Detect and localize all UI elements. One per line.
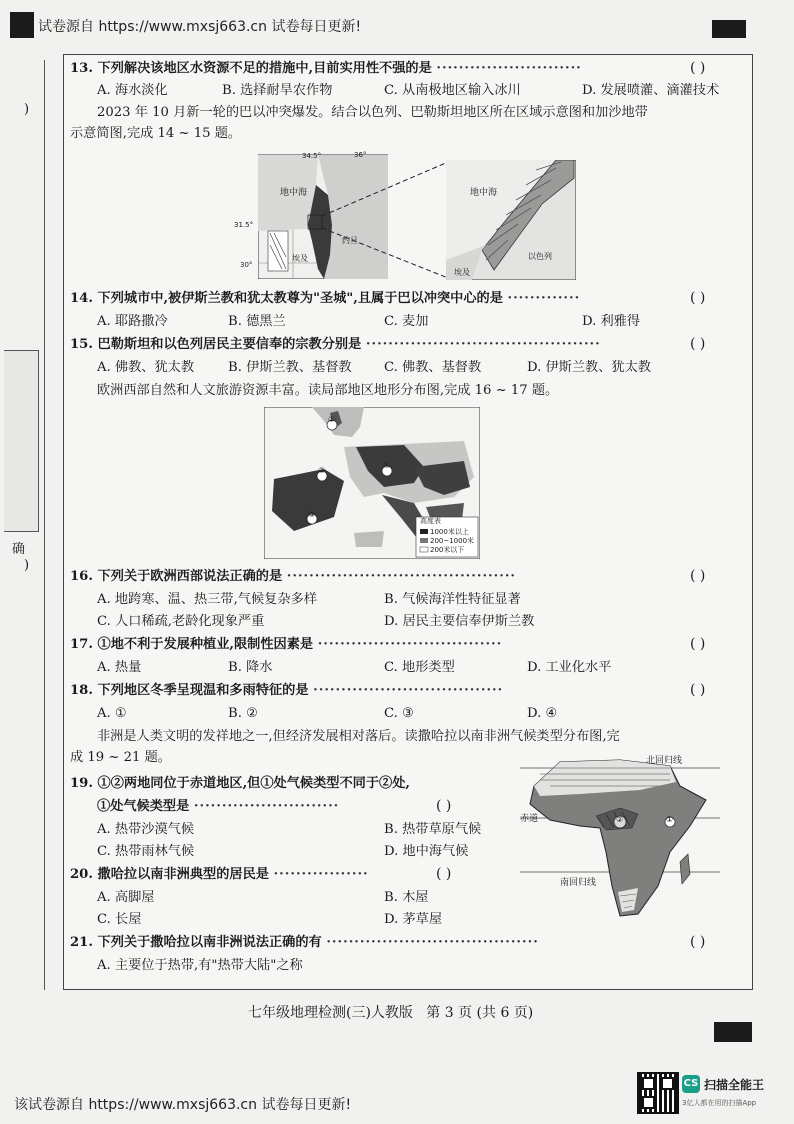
q19-option-c: C. 热带雨林气候 (97, 844, 195, 859)
legend-item-2: 200~1000米 (430, 537, 475, 545)
q14-option-c: C. 麦加 (384, 314, 429, 329)
side-strip-box (4, 350, 39, 532)
intro-14-line1: 2023 年 10 月新一轮的巴以冲突爆发。结合以色列、巴勒斯坦地区所在区域示意图和加沙地带 (97, 105, 648, 120)
tropic-north-label: 北回归线 (646, 756, 683, 766)
map2-marker-2: ② (318, 466, 326, 475)
q18-paren: ( ) (690, 682, 706, 698)
q13-paren: ( ) (690, 60, 706, 76)
q16-paren: ( ) (690, 568, 706, 584)
q13-option-b: B. 选择耐旱农作物 (222, 83, 333, 98)
q15-stem: 15. 巴勒斯坦和以色列居民主要信奉的宗教分别是 ·········································· (70, 337, 601, 352)
map2-marker-3: ③ (308, 510, 316, 519)
legend-item-1: 1000米以上 (430, 528, 469, 536)
q16-option-d: D. 居民主要信奉伊斯兰教 (384, 614, 535, 629)
q19-option-a: A. 热带沙漠气候 (97, 822, 195, 837)
side-paren-1: ) (24, 102, 30, 117)
map1-lon-36: 36° (354, 151, 367, 159)
q15-option-a: A. 佛教、犹太教 (97, 360, 195, 375)
q21-paren: ( ) (690, 934, 706, 950)
q20-option-d: D. 茅草屋 (384, 912, 443, 927)
equator-label: 赤道 (520, 814, 539, 824)
intro-16: 欧洲西部自然和人文旅游资源丰富。读局部地区地形分布图,完成 16 ~ 17 题。 (97, 383, 559, 398)
corner-mark-top-left (10, 12, 34, 38)
q15-option-b: B. 伊斯兰教、基督教 (228, 360, 352, 375)
map3-marker-2: ② (616, 815, 624, 824)
inset-egypt-label: 埃及 (454, 268, 470, 277)
q18-option-a: A. ① (97, 706, 127, 721)
q18-option-d: D. ④ (527, 706, 558, 721)
q20-option-b: B. 木屋 (384, 890, 429, 905)
q16-option-c: C. 人口稀疏,老龄化现象严重 (97, 614, 265, 629)
map1-egypt-label: 埃及 (292, 254, 308, 263)
q19-stem-line2: ①处气候类型是 ·························· (97, 799, 340, 814)
q13-option-d: D. 发展喷灌、滴灌技术 (582, 83, 720, 98)
q13-option-a: A. 海水淡化 (97, 83, 168, 98)
map1-lat-30: 30° (240, 261, 253, 269)
map2-marker-1: ① (328, 415, 336, 424)
q17-option-b: B. 降水 (228, 660, 273, 675)
q16-option-a: A. 地跨寒、温、热三带,气候复杂多样 (97, 592, 317, 607)
map1-jordan-label: 约旦 (342, 236, 358, 245)
q17-option-d: D. 工业化水平 (527, 660, 612, 675)
q13-option-c: C. 从南极地区输入冰川 (384, 83, 521, 98)
q17-option-c: C. 地形类型 (384, 660, 455, 675)
q21-stem: 21. 下列关于撒哈拉以南非洲说法正确的有 ······································ (70, 935, 539, 950)
qr-code (637, 1072, 679, 1114)
legend-item-3: 200米以下 (430, 546, 465, 554)
q13-stem: 13. 下列解决该地区水资源不足的措施中,目前实用性不强的是 ·························· (70, 61, 582, 76)
map1-lat-31-5: 31.5° (234, 221, 254, 229)
map1-lon-34-5: 34.5° (302, 152, 322, 160)
q15-option-d: D. 伊斯兰教、犹太教 (527, 360, 651, 375)
intro-19-line1: 非洲是人类文明的发祥地之一,但经济发展相对落后。读撒哈拉以南非洲气候类型分布图,完 (97, 729, 620, 744)
q17-stem: 17. ①地不利于发展种植业,限制性因素是 ································· (70, 637, 503, 652)
inset-sea-label: 地中海 (470, 188, 498, 198)
q18-stem: 18. 下列地区冬季呈现温和多雨特征的是 ·································· (70, 683, 504, 698)
q20-stem: 20. 撒哈拉以南非洲典型的居民是 ················· (70, 867, 369, 882)
scanner-logo-icon: CS (682, 1075, 700, 1093)
gaza-inset-map (446, 160, 576, 280)
legend-title: 高度表 (420, 517, 441, 525)
map2-marker-4: ④ (383, 461, 391, 470)
q20-option-a: A. 高脚屋 (97, 890, 155, 905)
tropic-south-label: 南回归线 (560, 878, 597, 888)
africa-climate-map (520, 756, 720, 922)
q18-option-c: C. ③ (384, 706, 414, 721)
q17-paren: ( ) (690, 636, 706, 652)
q20-option-c: C. 长屋 (97, 912, 142, 927)
q15-paren: ( ) (690, 336, 706, 352)
q19-option-b: B. 热带草原气候 (384, 822, 482, 837)
intro-14-line2: 示意简图,完成 14 ~ 15 题。 (70, 126, 242, 141)
q14-paren: ( ) (690, 290, 706, 306)
scanner-app-name: 扫描全能王 (704, 1078, 765, 1092)
q21-option-a: A. 主要位于热带,有"热带大陆"之称 (97, 958, 303, 973)
q19-stem-line1: 19. ①②两地同位于赤道地区,但①处气候类型不同于②处, (70, 776, 411, 791)
scanner-tagline: 3亿人都在用的扫描App (682, 1099, 757, 1107)
corner-mark-top-right (712, 20, 746, 38)
left-margin-line (44, 60, 45, 990)
map1-sea-label: 地中海 (280, 188, 308, 198)
q15-option-c: C. 佛教、基督教 (384, 360, 482, 375)
q17-option-a: A. 热量 (97, 660, 142, 675)
side-char: 确 (12, 542, 26, 557)
bottom-watermark: 该试卷源自 https://www.mxsj663.cn 试卷每日更新! (14, 1097, 352, 1113)
q19-option-d: D. 地中海气候 (384, 844, 469, 859)
side-paren-2: ) (24, 558, 30, 573)
q14-stem: 14. 下列城市中,被伊斯兰教和犹太教尊为"圣城",且属于巴以冲突中心的是 ············· (70, 291, 581, 306)
q16-stem: 16. 下列关于欧洲西部说法正确的是 ········································· (70, 569, 517, 584)
q20-paren: ( ) (436, 866, 452, 882)
top-watermark: 试卷源自 https://www.mxsj663.cn 试卷每日更新! (38, 19, 362, 35)
inset-israel-label: 以色列 (528, 252, 552, 261)
intro-19-line2: 成 19 ~ 21 题。 (70, 750, 171, 765)
corner-mark-bottom-right (714, 1022, 752, 1042)
page-footer: 七年级地理检测(三)人教版 第 3 页 (共 6 页) (248, 1005, 534, 1021)
q14-option-a: A. 耶路撒冷 (97, 314, 168, 329)
map3-marker-1: ① (666, 815, 674, 824)
q16-option-b: B. 气候海洋性特征显著 (384, 592, 521, 607)
map-connector (320, 160, 450, 280)
q14-option-b: B. 德黑兰 (228, 314, 286, 329)
q19-paren: ( ) (436, 798, 452, 814)
q14-option-d: D. 利雅得 (582, 314, 641, 329)
q18-option-b: B. ② (228, 706, 258, 721)
